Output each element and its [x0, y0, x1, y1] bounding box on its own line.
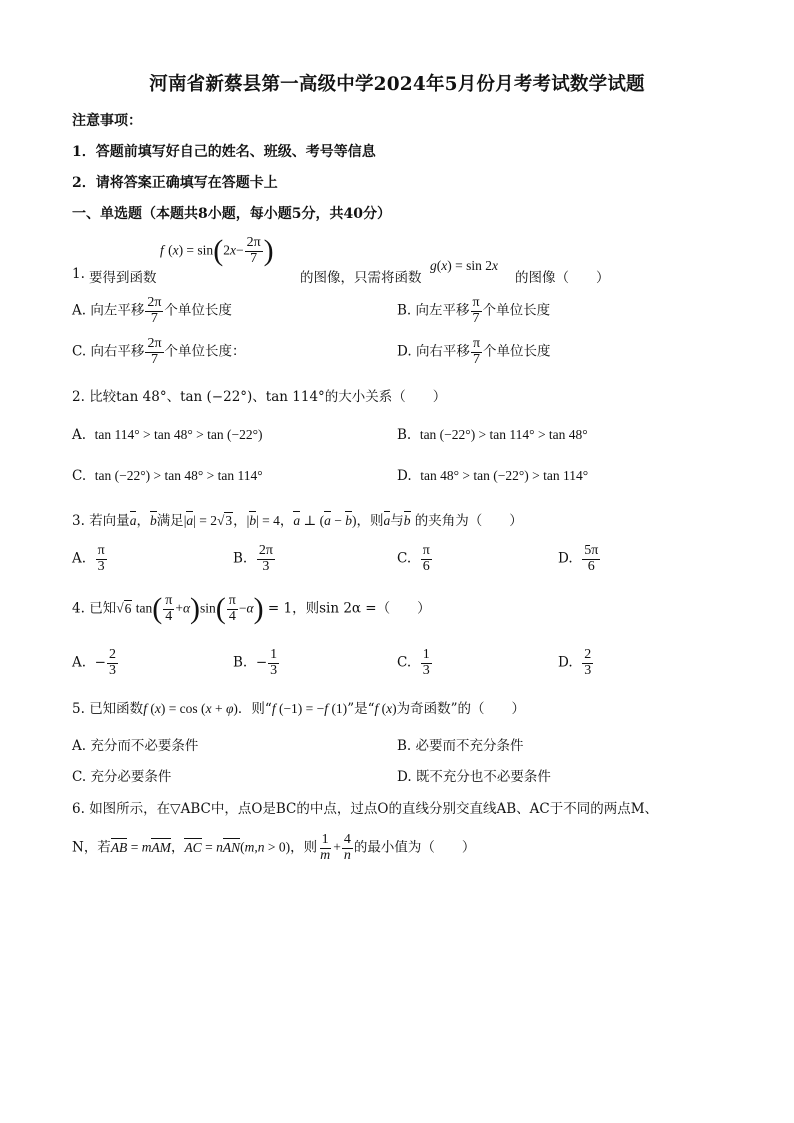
q4-option-b: B. − $\frac{1}{3}$ — [233, 647, 278, 678]
notice-heading: 注意事项： — [72, 113, 142, 129]
q1-text-1: 要得到函数 — [89, 270, 157, 286]
q2-option-c: C. tan (−22°) > tan 48° > tan 114° — [72, 468, 263, 484]
section-heading: 一、单选题（本题共8小题，每小题5分，共40分） — [72, 206, 391, 222]
q1-option-b: B. 向左平移 $\frac{\pi}{7}$ 个单位长度 — [397, 295, 551, 326]
page-title: 河南省新蔡县第一高级中学2024年5月份月考考试数学试题 — [149, 74, 645, 95]
q4-option-d: D. $\frac{2}{3}$ — [558, 647, 592, 678]
q2-option-a: A. tan 114° > tan 48° > tan (−22°) — [72, 427, 263, 443]
q1-option-c: C. 向右平移 $\frac{2\pi}{7}$ 个单位长度： — [72, 336, 246, 367]
q4-stem: 4. 已知√6 tan( $\frac{\pi}{4}$ +α)sin( $\frac{\pi}{4}$ −α) = 1，则sin 2α =（ ） — [72, 592, 431, 626]
q1-option-a: A. 向左平移 $\frac{2\pi}{7}$ 个单位长度 — [72, 295, 232, 326]
notice-item-1: 1．答题前填写好自己的姓名、班级、考号等信息 — [72, 144, 376, 160]
q2-option-d: D. tan 48° > tan (−22°) > tan 114° — [397, 468, 589, 484]
q5-stem: 5. 已知函数f (x) = cos (x + φ)．则“f (−1) = −f (1)”是“f (x)为奇函数”的（ ） — [72, 701, 526, 717]
q5-option-b: B. 必要而不充分条件 — [397, 738, 524, 754]
q5-option-c: C. 充分必要条件 — [72, 769, 172, 785]
notice-item-2: 2．请将答案正确填写在答题卡上 — [72, 175, 278, 191]
q1-text-3: 的图像（ ） — [515, 270, 610, 286]
q1-formula-f: f (x) = sin(2x− $\frac{2\pi}{7}$ ) — [160, 234, 274, 268]
q3-option-d: D. $\frac{5\pi}{6}$ — [558, 543, 599, 574]
q3-option-c: C. $\frac{\pi}{6}$ — [397, 543, 430, 574]
q4-option-a: A. − $\frac{2}{3}$ — [72, 647, 116, 678]
q2-stem: 2. 比较tan 48°、tan (−22°)、tan 114°的大小关系（ ） — [72, 389, 447, 405]
q1-number: 1. — [72, 266, 85, 282]
q1-formula-g: g(x) = sin 2x — [430, 258, 498, 273]
q1-text-2: 的图像，只需将函数 — [300, 270, 422, 286]
q3-option-b: B. $\frac{2\pi}{3}$ — [233, 543, 273, 574]
q5-option-a: A. 充分而不必要条件 — [72, 738, 199, 754]
q4-option-c: C. $\frac{1}{3}$ — [397, 647, 430, 678]
q5-option-d: D. 既不充分也不必要条件 — [397, 769, 551, 785]
q1-option-d: D. 向右平移 $\frac{\pi}{7}$ 个单位长度 — [397, 336, 551, 367]
q6-line-1: 6. 如图所示，在▽ABC中，点O是BC的中点，过点O的直线分别交直线AB、AC于不同的两点M、 — [72, 801, 659, 817]
q2-option-b: B. tan (−22°) > tan 114° > tan 48° — [397, 427, 588, 443]
q3-option-a: A. $\frac{\pi}{3}$ — [72, 543, 105, 574]
q6-line-2: N，若AB = mAM，AC = nAN(m,n > 0)，则 $\frac{1}{m}$ + $\frac{4}{n}$ 的最小值为（ ） — [72, 832, 476, 863]
q3-stem: 3. 若向量a，b满足|a| = 2√3，|b| = 4，a ⊥ (a − b)，则a与b 的夹角为（ ） — [72, 513, 523, 529]
